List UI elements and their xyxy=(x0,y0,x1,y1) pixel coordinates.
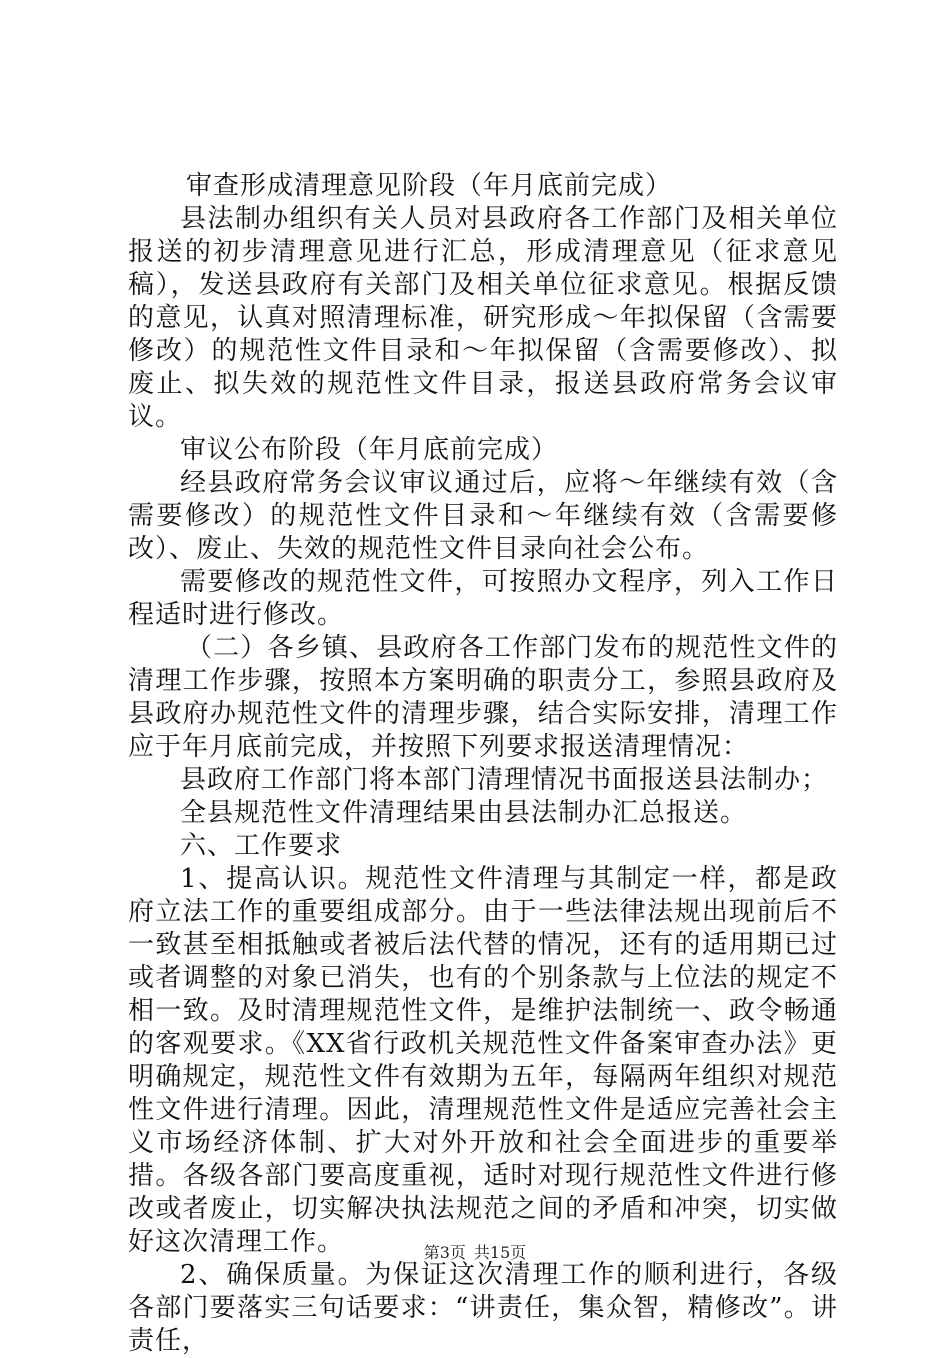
paragraph: 县政府工作部门将本部门清理情况书面报送县法制办； xyxy=(180,765,829,795)
paragraph: 县法制办组织有关人员对县政府各工作部门及相关单位报送的初步清理意见进行汇总，形成清理意见（征求意见稿），发送县政府有关部门及相关单位征求意见。根据反馈的意见，认真对照清理标准，研究形成～年拟保留（含需要修改）的规范性文件目录和～年拟保留（含需要修改）、拟废止、拟失效的规范性文件目录，报送县政府常务会议审议。 xyxy=(128,204,838,432)
paragraph: 2、确保质量。为保证这次清理工作的顺利进行，各级各部门要落实三句话要求：“讲责任，集众智，精修改”。讲责任， xyxy=(128,1260,838,1356)
section-heading-review: 审查形成清理意见阶段（年月底前完成） xyxy=(186,171,673,201)
paragraph: 1、提高认识。规范性文件清理与其制定一样，都是政府立法工作的重要组成部分。由于一些法律法规出现前后不一致甚至相抵触或者被后法代替的情况，还有的适用期已过或者调整的对象已消失，也有的个别条款与上位法的规定不相一致。及时清理规范性文件，是维护法制统一、政令畅通的客观要求。《XX省行政机关规范性文件备案审查办法》更明确规定，规范性文件有效期为五年，每隔两年组织对规范性文件进行清理。因此，清理规范性文件是适应完善社会主义市场经济体制、扩大对外开放和社会全面进步的重要举措。各级各部门要高度重视，适时对现行规范性文件进行修改或者废止，切实解决执法规范之间的矛盾和冲突，切实做好这次清理工作。 xyxy=(128,864,838,1257)
section-heading-requirements: 六、工作要求 xyxy=(180,831,343,861)
document-body xyxy=(128,170,838,1358)
paragraph: 全县规范性文件清理结果由县法制办汇总报送。 xyxy=(180,798,748,828)
paragraph: （二）各乡镇、县政府各工作部门发布的规范性文件的清理工作步骤，按照本方案明确的职责分工，参照县政府及县政府办规范性文件的清理步骤，结合实际安排，清理工作应于年月底前完成，并按照下列要求报送清理情况： xyxy=(128,633,838,762)
paragraph: 需要修改的规范性文件，可按照办文程序，列入工作日程适时进行修改。 xyxy=(128,567,838,630)
page-total: 共15页 xyxy=(473,1243,527,1262)
paragraph: 经县政府常务会议审议通过后，应将～年继续有效（含需要修改）的规范性文件目录和～年继续有效（含需要修改）、废止、失效的规范性文件目录向社会公布。 xyxy=(128,468,838,564)
page-footer xyxy=(0,1243,950,1263)
page-number: 第3页 xyxy=(423,1243,466,1262)
section-heading-publish: 审议公布阶段（年月底前完成） xyxy=(180,435,559,465)
